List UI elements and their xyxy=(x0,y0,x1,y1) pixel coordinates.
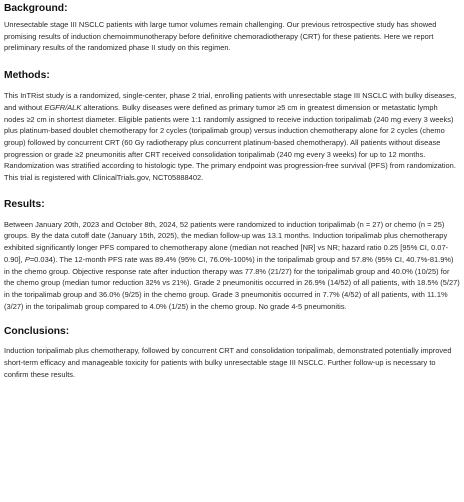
results-text-italic: P xyxy=(24,254,30,264)
conclusions-section xyxy=(4,325,460,380)
results-text-part-2: =0.034). The 12-month PFS rate was 89.4% (95% CI, 76.0%-100%) in the toripalimab group and 57.8% (95% CI, 40.7%-81.9%) in the chemo group. Objective response rate after induction therapy was 77.8% (21/27) for the toripalimab group and 40.0% (10/25) for the chemo group (median tumor reduction 32% vs 21%). Grade 2 pneumonitis occurred in 26.9% (14/52) of all patients, with 18.5% (5/27) in the toripalimab group and 36.0% (9/25) in the chemo group. Grade 3 pneumonitis occurred in 7.7% (4/52) of all patients, with 11.1% (3/27) in the toripalimab group compared to 4.0% (1/25) in the chemo group. No grade 4-5 pneumonitis. xyxy=(4,254,460,311)
methods-text-part-2: alterations. Bulky diseases were defined as primary tumor ≥5 cm in greatest dimension or metastatic lymph nodes ≥2 cm in shortest diameter. Eligible patients were 1:1 randomly assigned to receive induction toripalimab (240 mg every 3 weeks) plus platinum-based doublet chemotherapy for 2 cycles (toripalimab group) versus induction chemotherapy alone for 2 cycles (chemo group) followed by concurrent CRT (60 Gy radiotherapy plus concurrent platinum-based chemotherapy). All patients without disease progression or grade ≥2 pneumonitis after CRT received consolidation toripalimab (240 mg every 3 weeks) for up to 12 months. Randomization was stratified according to histologic type. The primary endpoint was progression-free survival (PFS) from randomization. This trial is registered with ClinicalTrials.gov, NCT05888402. xyxy=(4,102,456,183)
results-heading: Results: xyxy=(4,198,45,210)
results-text-part-1: Between January 20th, 2023 and October 8th, 2024, 52 patients were randomized to induction toripalimab (n = 27) or chemo (n = 25) groups. By the data cutoff date (January 15th, 2025), the median follow-up was 13.1 months. Induction toripalimab plus chemotherapy exhibited significantly longer PFS compared to chemotherapy alone (median not reached [NR] vs NR; hazard ratio 0.25 [95% CI, 0.07-0.90], xyxy=(4,219,449,264)
results-section xyxy=(4,198,460,313)
background-section xyxy=(4,2,460,54)
methods-text-part-1: This InTRist study is a randomized, single-center, phase 2 trial, enrolling patients with unresectable stage III NSCLC with bulky diseases, and without xyxy=(4,91,457,112)
background-text: Unresectable stage III NSCLC patients with large tumor volumes remain challenging. Our previous retrospective study has showed promising results of induction chemoimmunotherapy before definitive chemoradiotherapy (CRT) for these patients. Here we report preliminary results of the randomized phase II study on this regimen. xyxy=(4,20,437,53)
results-text xyxy=(4,219,460,313)
methods-text-italic: EGFR/ALK xyxy=(44,102,82,112)
background-heading: Background: xyxy=(4,3,68,14)
abstract xyxy=(0,2,464,380)
methods-text xyxy=(4,90,460,184)
methods-heading: Methods: xyxy=(4,70,50,82)
conclusions-heading: Conclusions: xyxy=(4,326,70,338)
conclusions-text: Induction toripalimab plus chemotherapy, followed by concurrent CRT and consolidation toripalimab, demonstrated potentially improved short-term efficacy and manageable toxicity for patients with bulky unresectable stage III NSCLC. Further follow-up is necessary to confirm these results. xyxy=(4,346,452,379)
methods-section xyxy=(4,69,460,184)
